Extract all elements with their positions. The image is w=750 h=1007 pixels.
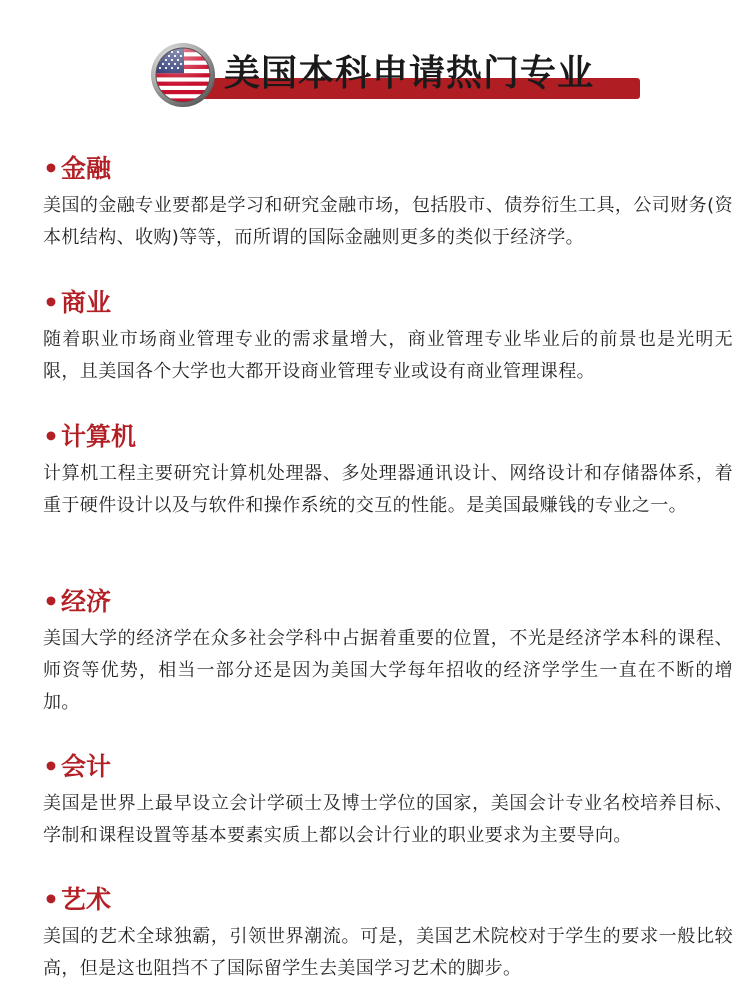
section-finance — [43, 153, 733, 254]
section-economics — [43, 586, 733, 719]
section-heading-label: 经济 — [60, 587, 111, 616]
section-heading — [43, 751, 733, 783]
page-title: 美国本科申请热门专业 — [224, 53, 595, 94]
section-body: 美国是世界上最早设立会计学硕士及博士学位的国家，美国会计专业名校培养目标、学制和课程设置等基本要素实质上都以会计行业的职业要求为主要导向。 — [43, 793, 733, 846]
us-flag-icon — [150, 42, 216, 108]
section-heading — [43, 884, 733, 916]
title-banner — [150, 40, 640, 110]
section-art — [43, 884, 733, 985]
section-heading-label: 金融 — [60, 154, 111, 183]
section-accounting — [43, 751, 733, 852]
section-body: 美国的金融专业要都是学习和研究金融市场，包括股市、债券衍生工具，公司财务(资本机结构、收购)等等，而所谓的国际金融则更多的类似于经济学。 — [43, 195, 733, 248]
section-heading-label: 计算机 — [60, 422, 136, 451]
bullet: • — [43, 752, 59, 781]
section-business — [43, 287, 733, 388]
bullet: • — [43, 288, 59, 317]
section-heading — [43, 421, 733, 453]
bullet: • — [43, 587, 59, 616]
section-body: 美国大学的经济学在众多社会学科中占据着重要的位置，不光是经济学本科的课程、师资等优势，相当一部分还是因为美国大学每年招收的经济学学生一直在不断的增加。 — [43, 628, 733, 713]
section-heading-label: 会计 — [60, 752, 111, 781]
section-body: 美国的艺术全球独霸，引领世界潮流。可是，美国艺术院校对于学生的要求一般比较高，但是这也阻挡不了国际留学生去美国学习艺术的脚步。 — [43, 926, 733, 979]
section-heading — [43, 586, 733, 618]
section-body: 随着职业市场商业管理专业的需求量增大，商业管理专业毕业后的前景也是光明无限，且美国各个大学也大都开设商业管理专业或设有商业管理课程。 — [43, 329, 733, 382]
section-heading-label: 艺术 — [60, 885, 111, 914]
section-heading — [43, 287, 733, 319]
section-heading-label: 商业 — [60, 288, 111, 317]
bullet: • — [43, 422, 59, 451]
bullet: • — [43, 154, 59, 183]
section-computer — [43, 421, 733, 522]
bullet: • — [43, 885, 59, 914]
section-body: 计算机工程主要研究计算机处理器、多处理器通讯设计、网络设计和存储器体系，着重于硬件设计以及与软件和操作系统的交互的性能。是美国最赚钱的专业之一。 — [43, 463, 733, 516]
section-heading — [43, 153, 733, 185]
